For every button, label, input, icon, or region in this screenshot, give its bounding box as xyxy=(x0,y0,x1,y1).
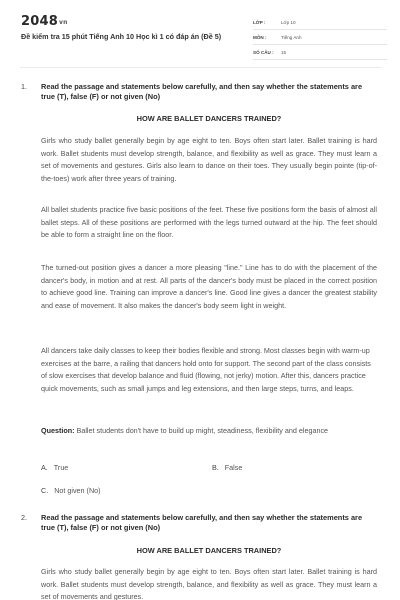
header xyxy=(21,14,388,62)
option-text: True xyxy=(53,463,69,472)
question-statement xyxy=(41,425,377,438)
question-prompt: Read the passage and statements below carefully, and then say whether the statements are true (T), false (F) or not given (No) xyxy=(41,513,363,532)
option-b[interactable] xyxy=(212,463,242,472)
header-divider xyxy=(20,67,382,68)
option-text: Not given (No) xyxy=(54,486,101,495)
question-text: Ballet students don't have to build up might, steadiness, flexibility and elegance xyxy=(76,426,329,435)
option-c[interactable] xyxy=(41,486,101,495)
meta-table xyxy=(253,15,387,60)
passage-paragraph: The turned-out position gives a dancer a more pleasing "line." Line has to do with the placement of the dancer's body, in motion and at rest. All parts of the dancer's body must be placed in the correct position to achieve good line. Training can improve a dancer's line. Good line gives a dancer the greatest stability and ease of movement. It also makes the dancer's body seem light in weight. xyxy=(41,263,377,310)
site-logo[interactable] xyxy=(21,14,68,29)
meta-value: 15 xyxy=(281,49,287,55)
meta-row-subject xyxy=(253,30,387,45)
meta-row-count xyxy=(253,45,387,60)
passage-paragraph: Girls who study ballet generally begin by age eight to ten. Boys often start later. Ballet training is hard work. Ballet students must develop strength, balance, and flexibility as well as grace. They must learn a set of movements and gestures. xyxy=(41,567,377,600)
meta-key: MÔN : xyxy=(253,34,267,40)
document-title: Đề kiểm tra 15 phút Tiếng Anh 10 Học kì 1 có đáp án (Đề 5) xyxy=(21,32,222,41)
question-1 xyxy=(21,82,379,502)
question-label: Question: xyxy=(41,426,75,435)
option-letter: C. xyxy=(41,486,49,495)
passage-title: HOW ARE BALLET DANCERS TRAINED? xyxy=(136,114,282,123)
meta-key: LỚP : xyxy=(253,19,266,25)
question-number: 1. xyxy=(21,82,27,91)
option-text: False xyxy=(224,463,243,472)
option-letter: B. xyxy=(212,463,219,472)
question-number: 2. xyxy=(21,513,27,522)
meta-value: Tiếng Anh xyxy=(281,34,302,40)
logo-text: 2048 xyxy=(21,14,58,29)
passage-paragraph: All dancers take daily classes to keep their bodies flexible and strong. Most classes begin with warm-up exercises at the barre, a railing that dancers hold onto for support. The second part of the class consists of slow exercises that develop balance and fluid (flowing, not jerky) motion. After this, dancers practice quick movements, such as small jumps and leg extensions, and then large steps, turns, and leaps. xyxy=(41,346,371,393)
passage-paragraph: Girls who study ballet generally begin by age eight to ten. Boys often start later. Ballet training is hard work. Ballet students must develop strength, balance, and flexibility as well as grace. They must learn a set of movements and gestures. Girls also learn to dance on their toes. They usually begin pointe (tip-of-the-toes) work after three years of training. xyxy=(41,136,377,183)
logo-suffix: vn xyxy=(58,19,68,26)
passage-title: HOW ARE BALLET DANCERS TRAINED? xyxy=(136,546,282,555)
meta-row-grade xyxy=(253,15,387,30)
option-letter: A. xyxy=(41,463,48,472)
passage-paragraph: All ballet students practice five basic positions of the feet. These five positions form the basis of almost all ballet steps. All of these positions are performed with the legs turned outward at the hip. The feet should be able to form a straight line on the floor. xyxy=(41,205,377,239)
question-2 xyxy=(21,513,379,600)
question-prompt: Read the passage and statements below carefully, and then say whether the statements are true (T), false (F) or not given (No) xyxy=(41,82,363,101)
meta-value: Lớp 10 xyxy=(281,19,296,25)
meta-key: SỐ CÂU : xyxy=(253,49,274,55)
option-a[interactable] xyxy=(41,463,68,472)
